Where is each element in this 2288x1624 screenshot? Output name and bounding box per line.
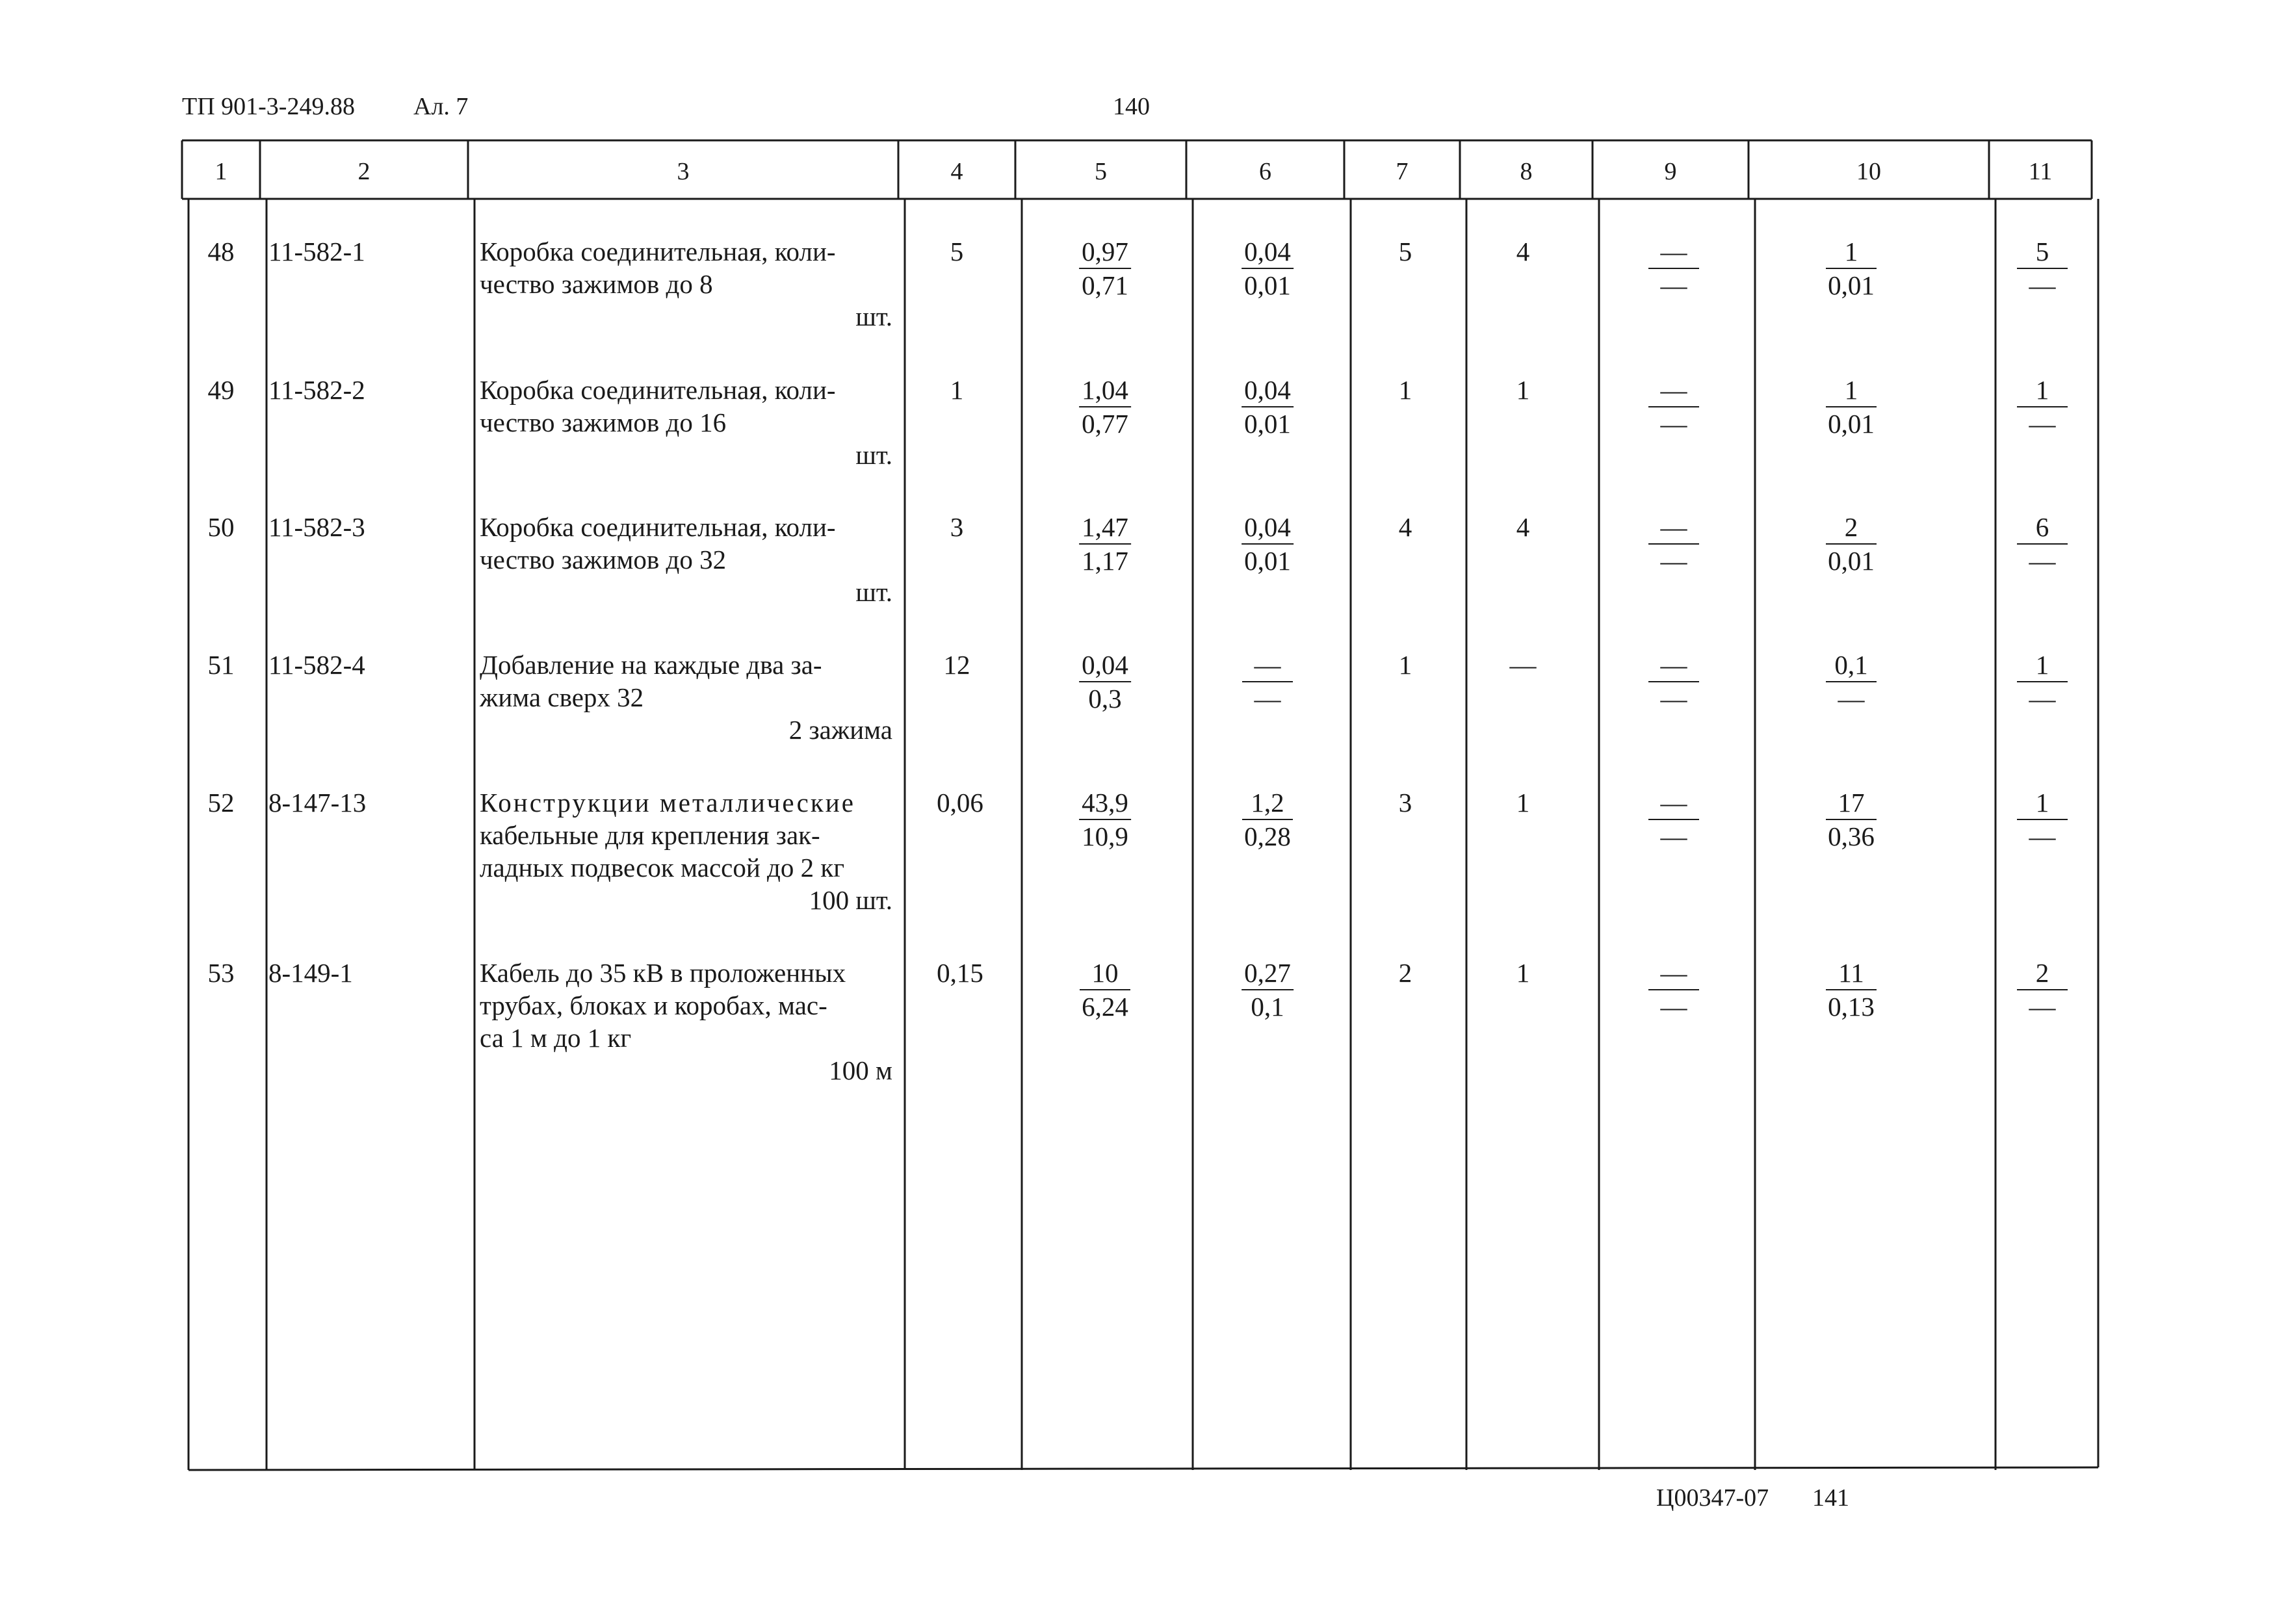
fraction-bottom: — (2029, 684, 2056, 714)
description-line: чество зажимов до 32 (480, 545, 727, 574)
fraction-bottom: 0,71 (1082, 270, 1128, 300)
fraction-bottom: 0,36 (1828, 821, 1875, 851)
unit-of-measure: шт. (855, 577, 892, 607)
column-header-4: 4 (950, 158, 963, 185)
fraction-top: 1,2 (1242, 786, 1293, 820)
fraction-bottom: — (1660, 821, 1687, 851)
column-header-2: 2 (358, 158, 370, 185)
fraction-bottom: — (1838, 684, 1865, 714)
fraction-top: 1 (2017, 649, 2068, 682)
col10-fraction (1826, 511, 1877, 577)
col5-fraction (1079, 374, 1131, 440)
fraction-bottom: — (2029, 270, 2056, 300)
description-line: Кабель до 35 кВ в проложенных (480, 958, 846, 988)
item-description (480, 957, 892, 1087)
quantity: 12 (943, 650, 970, 680)
row-number: 52 (207, 788, 235, 818)
fraction-top: 0,97 (1079, 235, 1131, 269)
item-description (480, 786, 892, 916)
estimate-code: 11-582-2 (268, 375, 365, 405)
col11-fraction (2017, 511, 2068, 577)
col5-fraction (1080, 957, 1130, 1023)
col7-value: 5 (1398, 237, 1412, 266)
fraction-bottom: 0,01 (1244, 270, 1291, 300)
fraction-top: — (1648, 786, 1699, 820)
description-line: трубах, блоках и коробах, мас- (480, 990, 827, 1020)
col10-fraction (1826, 235, 1877, 302)
fraction-top: — (1648, 957, 1699, 990)
fraction-top: 1 (1826, 374, 1877, 407)
col11-fraction (2017, 957, 2068, 1023)
fraction-bottom: 0,01 (1244, 546, 1291, 576)
sheet-reference: Ал. 7 (413, 93, 469, 120)
description-line: Коробка соединительная, коли- (480, 512, 836, 542)
fraction-bottom: 0,01 (1244, 409, 1291, 439)
fraction-top: — (1648, 649, 1699, 682)
col6-fraction (1242, 511, 1294, 577)
fraction-bottom: — (1660, 684, 1687, 714)
col6-fraction (1242, 374, 1294, 440)
fraction-top: — (1648, 374, 1699, 407)
fraction-bottom: — (2029, 821, 2056, 851)
col11-fraction (2017, 374, 2068, 440)
col10-fraction (1826, 374, 1877, 440)
fraction-bottom: — (2029, 409, 2056, 439)
col9-fraction (1648, 786, 1699, 853)
fraction-bottom: 1,17 (1082, 546, 1128, 576)
quantity: 0,15 (937, 958, 983, 988)
footer-page-number: 141 (1812, 1484, 1849, 1512)
fraction-top: 2 (1826, 511, 1877, 545)
column-header-1: 1 (214, 158, 228, 185)
item-description (480, 649, 892, 746)
column-header-8: 8 (1520, 158, 1533, 185)
fraction-top: 0,27 (1242, 957, 1294, 990)
col5-fraction (1079, 511, 1131, 577)
col5-fraction (1079, 649, 1131, 715)
unit-of-measure: шт. (855, 440, 892, 470)
col11-fraction (2017, 235, 2068, 302)
fraction-top: 1 (2017, 786, 2068, 820)
fraction-bottom: 0,28 (1244, 821, 1291, 851)
fraction-top: 10 (1080, 957, 1130, 990)
col7-value: 1 (1398, 650, 1412, 680)
description-line: са 1 м до 1 кг (480, 1023, 632, 1053)
estimate-code: 11-582-1 (268, 237, 365, 266)
fraction-bottom: 0,77 (1082, 409, 1128, 439)
col6-fraction (1242, 957, 1294, 1023)
fraction-bottom: — (1254, 684, 1281, 714)
unit-of-measure: 100 м (829, 1055, 892, 1085)
col6-fraction (1242, 649, 1293, 715)
col8-value: 4 (1516, 237, 1530, 266)
col9-fraction (1648, 374, 1699, 440)
col5-fraction (1079, 786, 1131, 853)
col11-fraction (2017, 786, 2068, 853)
row-number: 49 (207, 375, 235, 405)
row-number: 51 (207, 650, 235, 680)
fraction-bottom: — (1660, 546, 1687, 576)
row-number: 48 (207, 237, 235, 266)
column-header-7: 7 (1396, 158, 1409, 185)
fraction-bottom: — (1660, 409, 1687, 439)
quantity: 3 (950, 512, 964, 542)
fraction-top: 0,04 (1242, 374, 1294, 407)
unit-of-measure: шт. (855, 302, 892, 331)
footer-code: Ц00347-07 (1656, 1484, 1769, 1512)
fraction-bottom: 0,3 (1088, 684, 1122, 714)
row-number: 53 (207, 958, 235, 988)
col8-value: 4 (1516, 512, 1530, 542)
column-header-6: 6 (1259, 158, 1271, 185)
fraction-bottom: — (2029, 992, 2056, 1022)
description-line: Конструкции металлические (480, 788, 855, 818)
unit-of-measure: 2 зажима (788, 715, 892, 745)
col8-value: — (1509, 650, 1537, 680)
fraction-bottom: 0,01 (1828, 409, 1875, 439)
fraction-bottom: 0,01 (1828, 546, 1875, 576)
fraction-top: 0,04 (1242, 511, 1294, 545)
fraction-top: 1 (2017, 374, 2068, 407)
description-line: кабельные для крепления зак- (480, 820, 820, 850)
col11-fraction (2017, 649, 2068, 715)
col7-value: 2 (1398, 958, 1412, 988)
fraction-top: 0,04 (1242, 235, 1294, 269)
col6-fraction (1242, 786, 1293, 853)
fraction-top: 0,04 (1079, 649, 1131, 682)
col10-fraction (1826, 957, 1877, 1023)
fraction-top: 1,47 (1079, 511, 1131, 545)
col9-fraction (1648, 957, 1699, 1023)
column-header-5: 5 (1095, 158, 1107, 185)
col8-value: 1 (1516, 958, 1530, 988)
col9-fraction (1648, 235, 1699, 302)
col9-fraction (1648, 649, 1699, 715)
col7-value: 3 (1398, 788, 1412, 818)
fraction-bottom: — (1660, 992, 1687, 1022)
quantity: 1 (950, 375, 964, 405)
fraction-top: 2 (2017, 957, 2068, 990)
fraction-top: 5 (2017, 235, 2068, 269)
item-description (480, 374, 892, 471)
fraction-top: 11 (1826, 957, 1877, 990)
fraction-top: 1,04 (1079, 374, 1131, 407)
fraction-top: 1 (1826, 235, 1877, 269)
col8-value: 1 (1516, 788, 1530, 818)
estimate-code: 11-582-4 (268, 650, 365, 680)
col5-fraction (1079, 235, 1131, 302)
unit-of-measure: 100 шт. (809, 885, 892, 915)
column-header-3: 3 (677, 158, 690, 185)
fraction-top: 6 (2017, 511, 2068, 545)
fraction-top: — (1242, 649, 1293, 682)
quantity: 0,06 (937, 788, 983, 818)
col10-fraction (1826, 786, 1877, 853)
column-header-10: 10 (1856, 158, 1881, 185)
fraction-bottom: 0,1 (1251, 992, 1284, 1022)
description-line: ладных подвесок массой до 2 кг (480, 853, 845, 883)
fraction-top: — (1648, 511, 1699, 545)
document-code: ТП 901-3-249.88 (182, 93, 355, 120)
column-header-9: 9 (1664, 158, 1677, 185)
row-number: 50 (207, 512, 235, 542)
fraction-top: — (1648, 235, 1699, 269)
description-line: Коробка соединительная, коли- (480, 237, 836, 266)
quantity: 5 (950, 237, 964, 266)
col9-fraction (1648, 511, 1699, 577)
description-line: жима сверх 32 (480, 682, 644, 712)
fraction-bottom: — (1660, 270, 1687, 300)
page-number: 140 (1113, 93, 1150, 120)
fraction-bottom: 0,13 (1828, 992, 1875, 1022)
col7-value: 1 (1398, 375, 1412, 405)
col7-value: 4 (1398, 512, 1412, 542)
column-header-11: 11 (2028, 158, 2053, 185)
item-description (480, 235, 892, 333)
fraction-bottom: — (2029, 546, 2056, 576)
fraction-top: 0,1 (1826, 649, 1877, 682)
description-line: Добавление на каждые два за- (480, 650, 822, 680)
fraction-bottom: 0,01 (1828, 270, 1875, 300)
description-line: Коробка соединительная, коли- (480, 375, 836, 405)
description-line: чество зажимов до 8 (480, 269, 713, 299)
estimate-code: 8-149-1 (268, 958, 353, 988)
item-description (480, 511, 892, 608)
estimate-code: 8-147-13 (268, 788, 367, 818)
description-line: чество зажимов до 16 (480, 407, 727, 437)
col6-fraction (1242, 235, 1294, 302)
fraction-top: 43,9 (1079, 786, 1131, 820)
fraction-bottom: 10,9 (1082, 821, 1128, 851)
estimate-code: 11-582-3 (268, 512, 365, 542)
col10-fraction (1826, 649, 1877, 715)
col8-value: 1 (1516, 375, 1530, 405)
fraction-bottom: 6,24 (1082, 992, 1128, 1022)
fraction-top: 17 (1826, 786, 1877, 820)
